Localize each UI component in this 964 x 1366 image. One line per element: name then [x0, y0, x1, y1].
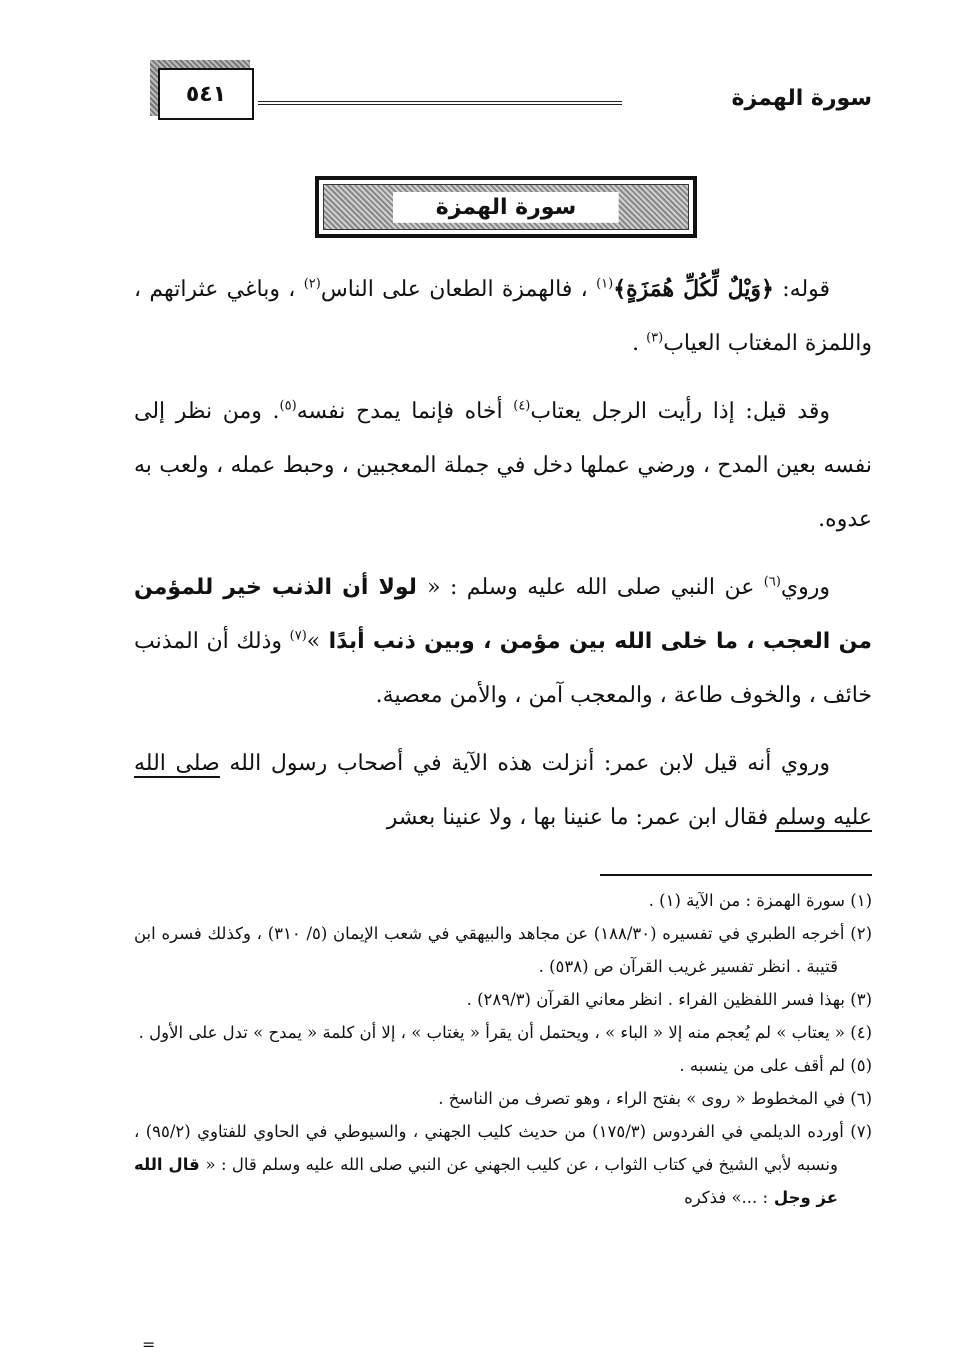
surah-title-ornament [323, 184, 689, 230]
footnote-2: (٢) أخرجه الطبري في تفسيره (١٨٨/٣٠) عن مجاهد والبيهقي في شعب الإيمان (٥/ ٣١٠) ، وكذلك فسره ابن قتيبة . انظر تفسير غريب القرآن ص (٥٣٨) . [134, 924, 872, 976]
footnote-7-text-a: (٧) أورده الديلمي في الفردوس (١٧٥/٣) من حديث كليب الجهني ، والسيوطي في الحاوي للفتاوي (٩٥/٢) ، ونسبه لأبي الشيخ في كتاب الثواب ، عن كليب الجهني عن النبي صلى الله عليه وسلم قال : « [134, 1122, 872, 1174]
running-title: سورة الهمزة [731, 86, 872, 111]
footnote-6: (٦) في المخطوط « روى » بفتح الراء ، وهو تصرف من الناسخ . [438, 1089, 872, 1108]
footnote-ref-2: (٢) [303, 276, 321, 292]
p4-text-a: وروي أنه قيل لابن عمر: أنزلت هذه الآية في أصحاب رسول الله [219, 751, 830, 776]
page-number-box [150, 60, 258, 124]
footnote-4: (٤) « يعتاب » لم يُعجم منه إلا « الباء » ، ويحتمل أن يقرأ « يغتاب » ، إلا أن كلمة « يمدح » تدل على الأول . [138, 1023, 872, 1042]
body-text [134, 262, 872, 859]
p3-text-d: وذلك أن المذنب خائف ، والخوف طاعة ، والمعجب آمن ، والأمن معصية. [134, 629, 872, 708]
page-number: ٥٤١ [158, 68, 254, 120]
p1-text-c: ، وباغي عثراتهم ، واللمزة المغتاب العياب [134, 277, 872, 356]
footnote-7 [134, 1115, 872, 1214]
p2-text-a: وقد قيل: إذا رأيت الرجل يعتاب [530, 399, 830, 424]
p4-underlined-text: صلى الله عليه وسلم [134, 751, 872, 830]
p4-text-b: فقال ابن عمر: ما عنينا بها ، ولا عنينا بعشر [386, 805, 776, 830]
footnote-ref-4: (٤) [513, 398, 531, 414]
quran-verse: ﴿وَيْلٌ لِّكُلِّ هُمَزَةٍ﴾ [613, 276, 774, 302]
footnotes [134, 884, 872, 1214]
paragraph-4 [134, 737, 872, 845]
footnote-ref-5: (٥) [279, 398, 297, 414]
surah-title-frame [315, 176, 697, 238]
p1-intro: قوله: [782, 277, 831, 302]
paragraph-1 [134, 262, 872, 371]
hadith-text: لولا أن الذنب خير للمؤمن من العجب ، ما خلى الله بين مؤمن ، وبين ذنب أبدًا [134, 575, 872, 654]
p2-text-b: أخاه فإنما يمدح نفسه [296, 399, 514, 424]
footnote-1: (١) سورة الهمزة : من الآية (١) . [648, 891, 872, 910]
continuation-mark: = [142, 1335, 156, 1354]
footnote-ref-1: (١) [596, 276, 614, 292]
footnote-separator [600, 874, 872, 876]
footnote-ref-7: (٧) [289, 628, 307, 644]
paragraph-2 [134, 385, 872, 547]
footnote-5: (٥) لم أقف على من ينسبه . [679, 1056, 872, 1075]
p1-text-b: ، فالهمزة الطعان على الناس [320, 277, 597, 302]
paragraph-3 [134, 561, 872, 723]
footnote-ref-6: (٦) [763, 574, 781, 590]
p3-text-a: وروي [780, 575, 830, 600]
footnote-7-text-b: : ...» فذكره [684, 1188, 769, 1207]
header-rule [258, 101, 622, 105]
p1-text-d: . [632, 331, 647, 356]
surah-title: سورة الهمزة [435, 194, 577, 220]
p3-text-b: عن النبي صلى الله عليه وسلم : « [427, 575, 764, 600]
p3-text-c: » [306, 629, 321, 654]
footnote-ref-3: (٣) [646, 330, 664, 346]
footnote-3: (٣) بهذا فسر اللفظين الفراء . انظر معاني القرآن (٢٨٩/٣) . [466, 990, 872, 1009]
p2-text-c: . ومن نظر إلى نفسه بعين المدح ، ورضي عملها دخل في جملة المعجبين ، وحبط عمله ، ولعب به عدوه. [134, 399, 872, 532]
footnote-7-bold: قال الله عز وجل [134, 1155, 838, 1207]
